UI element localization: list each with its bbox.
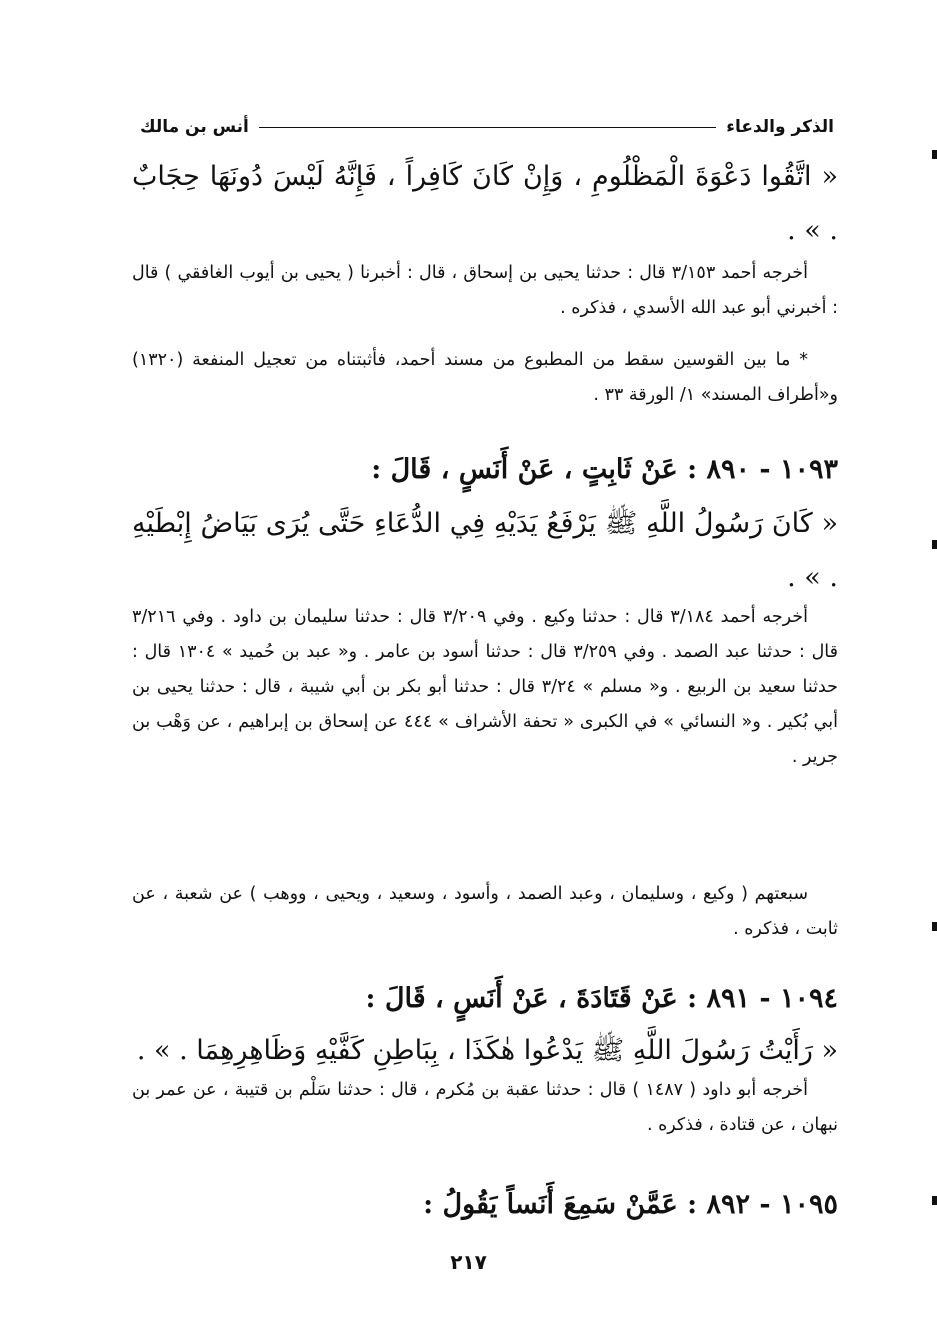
header-section-title: أنس بن مالك [140,117,249,137]
header-rule [259,127,716,128]
hadith-text-1093: « كَانَ رَسُولُ اللَّهِ ﷺ يَرْفَعُ يَدَيْهِ فِي الدُّعَاءِ حَتَّى يُرَى بَيَاضُ إِبْطَيْهِ . » . [132,508,838,593]
takhrij-note-1: أخرجه أحمد ٣/١٥٣ قال : حدثنا يحيى بن إسحاق ، قال : أخبرنا ( يحيى بن أيوب الغافقي ) قال : أخبرني أبو عبد الله الأسدي ، فذكره . [132,263,838,318]
edge-mark-1 [932,150,937,159]
hadith-text-1: « اتَّقُوا دَعْوَةَ الْمَظْلُومِ ، وَإِنْ كَانَ كَافِراً ، فَإِنَّهُ لَيْسَ دُونَهَا حِجَابٌ . » . [132,161,838,246]
edge-mark-4 [932,1196,937,1205]
edge-mark-2 [932,540,937,549]
takhrij-note-1094: أخرجه أبو داود ( ١٤٨٧ ) قال : حدثنا عقبة بن مُكرم ، قال : حدثنا سَلْم بن قتيبة ، عن عمر بن نبهان ، عن قتادة ، فذكره . [132,1080,838,1135]
hadith-text-1094: « رَأَيْتُ رَسُولَ اللَّهِ ﷺ يَدْعُوا هٰكَذَا ، بِبَاطِنِ كَفَّيْهِ وَظَاهِرِهِمَا . » . [136,1035,838,1066]
footnote-1: * ما بين القوسين سقط من المطبوع من مسند أحمد، فأثبتناه من تعجيل المنفعة (١٣٢٠) و«أطراف المسند» ١/ الورقة ٣٣ . [132,350,838,405]
running-header [140,112,834,142]
takhrij-summary-1093: سبعتهم ( وكيع ، وسليمان ، وعبد الصمد ، وأسود ، وسعيد ، ويحيى ، ووهب ) عن شعبة ، عن ثابت ، فذكره . [132,884,838,939]
edge-mark-3 [932,922,937,931]
header-chapter-title: الذكر والدعاء [726,117,834,137]
hadith-number-1093: ١٠٩٣ - ٨٩٠ : عَنْ ثَابِتٍ ، عَنْ أَنَسٍ ، قَالَ : [371,454,838,485]
hadith-number-1094: ١٠٩٤ - ٨٩١ : عَنْ قَتَادَةَ ، عَنْ أَنَسٍ ، قَالَ : [365,983,838,1014]
page-number: ٢١٧ [450,1250,487,1274]
hadith-number-1095: ١٠٩٥ - ٨٩٢ : عَمَّنْ سَمِعَ أَنَساً يَقُولُ : [423,1189,838,1220]
takhrij-note-1093: أخرجه أحمد ٣/١٨٤ قال : حدثنا وكيع . وفي ٣/٢٠٩ قال : حدثنا سليمان بن داود . وفي ٣/٢١٦ قال : حدثنا عبد الصمد . وفي ٣/٢٥٩ قال : حدثنا أسود بن عامر . و« عبد بن حُميد » ١٣٠٤ قال : حدثنا سعيد بن الربيع . و« مسلم » ٣/٢٤ قال : حدثنا أبو بكر بن أبي شيبة ، قال : حدثنا يحيى بن أبي بُكير . و« النسائي » في الكبرى « تحفة الأشراف » ٤٤٤ عن إسحاق بن إبراهيم ، عن وَهْب بن جرير . [132,607,839,767]
